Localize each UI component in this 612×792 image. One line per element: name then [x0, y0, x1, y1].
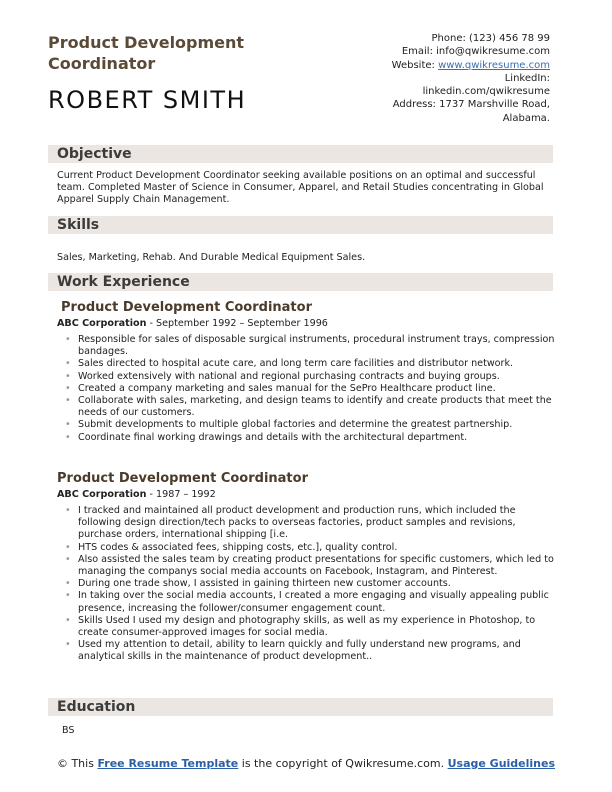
job-company-line — [57, 489, 216, 500]
list-item: • Collaborate with sales, marketing, and design teams to identify and create products that meet the needs of our customers. — [57, 395, 557, 419]
linkedin-label: LinkedIn: — [504, 72, 550, 84]
list-item: • Also assisted the sales team by creating product presentations for specific customers, which led to managing the companys social media accounts on Facebook, Instagram, and Pinterest. — [57, 554, 557, 578]
list-item: • Submit developments to multiple global factories and determine the greatest partnership. — [57, 419, 557, 431]
list-item: • Used my attention to detail, ability to learn quickly and fully understand new programs, and analytical skills in the maintenance of product development.. — [57, 639, 557, 663]
email-text: Email: info@qwikresume.com — [401, 46, 550, 58]
experience-heading-bar — [48, 273, 553, 291]
list-item: • Responsible for sales of disposable surgical instruments, procedural instrument trays, compression bandages. — [57, 334, 557, 358]
address-line-2: Alabama. — [502, 112, 550, 124]
objective-heading-bar — [48, 145, 553, 163]
skills-text: Sales, Marketing, Rehab. And Durable Medical Equipment Sales. — [57, 252, 366, 263]
job-dates: - 1987 – 1992 — [146, 489, 216, 500]
education-heading: Education — [57, 699, 136, 715]
job-bullets — [57, 334, 557, 444]
list-item: • Sales directed to hospital acute care, and long term care facilities and distributor network. — [57, 358, 557, 370]
skills-heading-bar — [48, 216, 553, 234]
list-item: • In taking over the social media accounts, I created a more engaging and visually appealing public presence, increasing the follower/consumer engagement count. — [57, 590, 557, 614]
job-dates: - September 1992 – September 1996 — [146, 318, 328, 329]
website-link[interactable]: www.qwikresume.com — [438, 59, 550, 71]
list-item: • HTS codes & associated fees, shipping costs, etc.], quality control. — [57, 542, 557, 554]
company-name: ABC Corporation — [57, 318, 147, 329]
address-line-1: Address: 1737 Marshville Road, — [392, 99, 550, 111]
website-label: Website: — [391, 59, 439, 71]
candidate-name: ROBERT SMITH — [48, 86, 247, 114]
experience-heading: Work Experience — [57, 274, 190, 290]
linkedin-value: linkedin.com/qwikresume — [422, 86, 550, 98]
free-resume-template-link[interactable]: Free Resume Template — [97, 757, 239, 770]
list-item: • I tracked and maintained all product development and production runs, which included the following design direction/tech packs to overseas factories, product samples and revisions, purchase orders, international shipping [i.e. — [57, 505, 557, 542]
job-company-line — [57, 318, 328, 329]
objective-text: Current Product Development Coordinator seeking available positions on an optimal and successful team. Completed Master of Science in Consumer, Apparel, and Retail Studies concentrating in Global Apparel Supply Chain Management. — [57, 170, 544, 205]
website-line — [330, 59, 550, 72]
list-item: • Created a company marketing and sales manual for the SePro Healthcare product line. — [57, 383, 557, 395]
job-title: Product Development Coordinator — [61, 300, 312, 315]
footer-prefix: © This — [56, 757, 98, 770]
footer-middle: is the copyright of Qwikresume.com. — [238, 757, 448, 770]
job-title: Product Development Coordinator — [57, 471, 308, 486]
job-bullets — [57, 505, 557, 664]
phone-text: Phone: (123) 456 78 99 — [431, 33, 550, 44]
list-item: • Skills Used I used my design and photography skills, as well as my experience in Photoshop, to create consumer-approved images for social media. — [57, 615, 557, 639]
education-text: BS — [62, 725, 75, 736]
list-item: • During one trade show, I assisted in gaining thirteen new customer accounts. — [57, 578, 557, 590]
education-heading-bar — [48, 698, 553, 716]
usage-guidelines-link[interactable]: Usage Guidelines — [447, 757, 556, 770]
list-item: • Coordinate final working drawings and details with the architectural department. — [57, 432, 557, 444]
copyright-footer — [0, 757, 612, 771]
list-item: • Worked extensively with national and regional purchasing contracts and buying groups. — [57, 371, 557, 383]
resume-title: Product Development Coordinator — [48, 33, 245, 73]
objective-heading: Objective — [57, 146, 132, 162]
company-name: ABC Corporation — [57, 489, 147, 500]
contact-block — [330, 32, 550, 125]
skills-heading: Skills — [57, 217, 100, 233]
